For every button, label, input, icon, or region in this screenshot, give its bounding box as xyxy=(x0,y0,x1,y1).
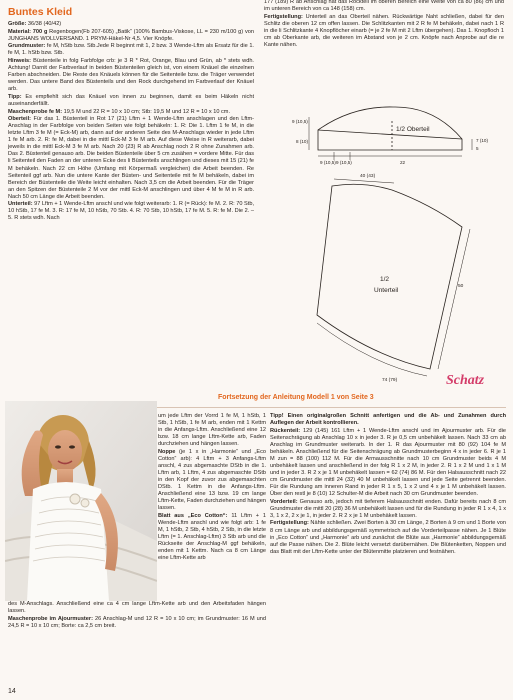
paragraph-heading: Tipp: xyxy=(8,93,22,100)
paragraph xyxy=(8,29,254,43)
bodice-dim-bottom-3: 22 xyxy=(400,160,406,165)
paragraph xyxy=(8,116,254,201)
paragraph-text: Unterteil an das Oberteil nähen. Rückwärtige Naht schließen, dabei für den Schlitz die oberen 12 cm offen lassen. Die Schlitzkanten mit 2 R fe M behäkeln, dabei nach 1 R in die li Schlitzkante 4 Knopflöcher einarb (= je 2 fe M mit 2 Lftm übergehen). Das 1. Knopfloch 1 cm ab Oberkante arb, die weiteren im Abstand von je 2 cm. Knöpfe nach Anprobe auf die re Kante nähen. xyxy=(264,13,504,48)
instructions-column-2 xyxy=(264,0,504,103)
page-number: 14 xyxy=(8,688,16,695)
paragraph-text: 129 (145) 161 Lftm + 1 Wende-Lftm anschl und im Ajourmuster arb. Für die Seitenschrägung ab Anschlag 10 x in jeder 3. R je 0,5 cm unbehäkelt lassen. Nach 33 cm ab Anschlag im Grundmuster weiterarb. In der 1. R das Ajourmuster mit 80 (92) 104 fe M behäkeln. Anschließend für die Seitenschrägung ab Grundmusterbeginn 4 x in jeder 6. R je 1 M zun = 88 (100) 112 M. Für die Armausschnitte nach 10 cm Grundmuster beids 4 M unbehäkelt lassen und anschließend in der folg R 1 x 2 M, in jeder 2. R 1 x 2 M und 1 x 1 M und in jeder 3. R 2 x je 1 M unbehäkelt lassen = 62 (74) 86 M. Für den Halsausschnitt nach 22 cm Grundmuster die mittl 24 (32) 40 M unbehäkelt lassen und jede Seite getrennt beenden. Für die Rundung am inneren Rand in jeder R 1 x 5, 1 x 2 und 4 x je 1 M unbehäkelt lassen. Über den restl je 8 (10) 12 Schulter-M die Arbeit nach 30 cm Grundmuster beenden. xyxy=(270,427,506,498)
paragraph-heading: Grundmuster: xyxy=(8,43,46,50)
paragraph xyxy=(8,21,254,28)
paragraph xyxy=(8,109,254,116)
page-title: Buntes Kleid xyxy=(8,6,73,18)
skirt-label-text: Unterteil xyxy=(374,287,399,294)
paragraph-text: um jede Lftm der Vorrd 1 fe M, 1 hStb, 1 Stb, 1 hStb, 1 fe M arb, enden mit 1 Kettm in die Anfangs-Lftm. Anschließend eine 12 bzw. 18 cm lange Lftm-Kette arb, Faden durchziehen und hängen lassen. xyxy=(158,413,266,448)
bodice-dim-left-2: 8 (10) xyxy=(296,139,309,144)
bodice-dim-bottom-1: 9 (10,5) xyxy=(320,160,336,165)
paragraph xyxy=(158,413,266,448)
paragraph-text: des M-Anschlags. Anschließend eine ca 4 cm lange Lftm-Kette arb und den Arbeitsfaden hängen lassen. xyxy=(8,601,266,615)
paragraph-heading: Material: 700 g xyxy=(8,28,48,35)
paragraph-heading: Tipp! Einen originalgroßen Schnitt anfertigen und die Ab- und Zunahmen durch Auflegen der Arbeit kontrollieren. xyxy=(270,413,506,427)
paragraph-text: 19,5 M und 22 R = 10 x 10 cm; Stb: 19,5 M und 12 R = 10 x 10 cm. xyxy=(62,108,230,115)
paragraph xyxy=(8,58,254,93)
paragraph-text: fe M, hStb bzw. Stb.Jede R beginnt mit 1, 2 bzw. 3 Wende-Lftm als Ersatz für die 1. fe M, 1. hStb bzw. Stb. xyxy=(8,43,254,57)
paragraph xyxy=(8,43,254,57)
paragraph-heading: Noppe xyxy=(158,448,176,455)
skirt-dim-bottom: 74 (79) xyxy=(382,378,398,383)
paragraph-heading: Fertigstellung: xyxy=(270,520,309,527)
paragraph-text: Regenbogen(Fb 207-605) „Batik“ (100% Bambus-Viskose, LL = 230 m/100 g) von JUNGHANS WOLLVERSAND. 1 PRYM-Häkel-Nr 4,5. Vier Knöpfe. xyxy=(8,28,254,42)
skirt-label: 1/2 xyxy=(380,276,390,283)
instructions-column-4 xyxy=(270,413,506,689)
paragraph-text: Es empfiehlt sich das Knäuel von innen zu beginnen, damit es beim Häkeln nicht auseinanderfällt. xyxy=(8,93,254,107)
skirt-dim-top: 40 (43) xyxy=(360,174,376,179)
bodice-label: 1/2 Oberteil xyxy=(396,126,430,133)
paragraph-text: Büstenteile in folg Farbfolge crb: je 3 R * Rot, Orange, Blau und Grün, ab * stets wdh. Achtung! Darnit der Farbverlauf in beiden Büstenteilen gleich ist, von einem Knäuel die einzelnen Farben abschneiden. Die Reste des Knäuels können für die Seitenteile bzw. die Träger verwendet werden. Das untere Band des Büstenteils und den Rock durchgehend im Farbverlauf der Knäuel arb. xyxy=(8,58,254,93)
paragraph-text: 97 Lftm + 1 Wende-Lftm anschl und wie folgt weiterarb: 1. R (= Rück): fe M. 2. R: 70 Stb, 10 hStb, 17 fe M. 3. R: 17 fe M, 10 hStb, 70 Stb. 4. R: 70 Stb, 10 hStb, 17 fe M. 5. R: fe M. Die 2. – 5. R stets wdh. Nach xyxy=(8,201,254,222)
paragraph-heading: Blatt aus „Eco Cotton“: xyxy=(158,512,228,519)
paragraph-text: Nähte schließen. Zwei Borten à 30 cm Länge, 2 Borten à 9 cm und 1 Borte von 8 cm Länge arb und abbildungsgemäß symmetrisch auf die Vorderteilpasse nähen. Je 1 Blüte in „Eco Cotton“ und „Harmonie“ arb und zunächst die Blüte aus „Harmonie“ abbildungsgemäß auf die Passe nähen. Die 2. Blüte leicht versetzt darübernähen. Die Blütenketten, Noppen und das Blatt mit der Lftm-Kette unter der Blütenmitte platzieren und festnähen. xyxy=(270,520,506,555)
paragraph-heading: Fertigstellung: xyxy=(264,13,303,20)
bodice-diagram xyxy=(309,107,472,160)
paragraph-text: 26 Anschlag-M und 12 R = 10 x 10 cm; im Grundmuster: 16 M und 24,5 R = 10 x 10 cm; Borte: ca 2,5 cm breit. xyxy=(8,615,266,629)
bodice-dim-left-1: 9 (10,5) xyxy=(292,119,308,124)
paragraph xyxy=(270,428,506,498)
paragraph-heading: Unterteil: xyxy=(8,201,33,208)
paragraph-heading: Hinweis: xyxy=(8,58,32,65)
paragraph-heading: Vorderteil: xyxy=(270,498,298,505)
paragraph xyxy=(8,601,266,615)
instructions-column-3b xyxy=(8,601,266,687)
instructions-column-1 xyxy=(8,21,254,376)
continuation-heading: Fortsetzung der Anleitung Modell 1 von Seite 3 xyxy=(218,394,374,401)
pattern-diagrams xyxy=(262,103,508,383)
paragraph-text: 177 (189) R ab Anschlag hat das Rockteil im oberen Bereich eine Weite von ca 80 (86) cm und im unteren Bereich von ca 148 (158) cm. xyxy=(264,0,504,13)
pattern-diagram-svg xyxy=(262,103,508,383)
paragraph xyxy=(264,14,504,49)
paragraph xyxy=(8,201,254,222)
paragraph-heading: Maschenprobe fe M: xyxy=(8,108,63,115)
skirt-diagram xyxy=(317,179,470,376)
instructions-column-3 xyxy=(158,413,266,601)
section-divider xyxy=(140,407,506,408)
paragraph-text: 36/38 (40/42) xyxy=(26,21,62,27)
paragraph-text: (je 1 x in „Harmonie“ und „Eco Cotton“ arb): 4 Lftm + 3 Anfangs-Lftm anschl, 4 zus abgemaschte DStb in die 1. Lftm arb, 1 Lftm, 4 zus abgemaschte DStb in den Kopf der zuvor zus abgemaschten DStb. 1 Kettm in die Anfangs-Lftm. Anschließend eine 13 bzw. 19 cm lange Lftm-Kette, Faden durchziehen und hängen lassen. xyxy=(158,448,266,512)
bodice-dim-right-2: 5 xyxy=(476,146,479,151)
bodice-dim-bottom-2: 9 (10,5) xyxy=(336,160,352,165)
paragraph-text: Genauso arb, jedoch mit tieferem Halsausschnitt enden. Dafür bereits nach 8 cm Grundmuster die mittl 20 (28) 36 M unbehäkelt lassen und für die Rundung in jeder R 1 x 4, 1 x 3, 1 x 2, 2 x je 1, in jeder 2. R 2 x je 1 M unbehäkelt lassen. xyxy=(270,498,506,519)
paragraph xyxy=(158,449,266,512)
paragraph xyxy=(270,499,506,520)
paragraph-text: 11 Lftm + 1 Wende-Lftm anschl und wie folgt arb: 1 fe M, 1 hStb, 2 Stb, 4 hStb, 2 Stb, in die letzte Lftm (= 1. Anschlag-Lftm) 3 Stb arb und die Rückseite der Anschlag-M ggf behäkeln, enden mit 1 Kettm. Nach ca 8 cm Länge eine Lftm-Kette arb xyxy=(158,512,266,562)
model-photo xyxy=(5,401,157,601)
bodice-dim-right: 7 (10) xyxy=(476,138,489,143)
skirt-dim-side: 50 xyxy=(458,284,464,289)
paragraph xyxy=(264,0,504,13)
paragraph-heading: Oberteil: xyxy=(8,116,32,123)
paragraph xyxy=(8,94,254,108)
paragraph xyxy=(8,616,266,630)
paragraph-text: Für das 1. Büstenteil in Rot 17 (21) Lftm + 1 Wende-Lftm anschlagen und den Lftm-Anschlag in der Farbfolge von beiden Seiten wie folgt behäkeln: 1. R: Die 1. Lftm 1 fe M, in die letzte Lftm 3 fe M (= Eck-M) arb, dann auf der anderen Seite des M-Anschlags wieder in jede Lftm 1 fe M arb. 2. R: fe M, dabei in die mittl Eck-M 3 fe M arb. Auf diese Weise in R weiterarb, dabei jeweils in die mittl Eck-M 3 fe M arb. Nach 20 (23) R ab Anschlag noch 2 R ohne Zunahmen arb. Das 2. Büstenteil genauso arb. Die beiden Büstenteile über 5 cm zusähen = vordere Mitte. Für das li Seitenteil den Faden an der unteren Ecke des li Büstenteils anschlingen und dieses mit 15 (21) fe M behäkeln. Nach 22 cm Höhe (Umfang mit Körpermaß vergleichen) die Arbeit beenden. Re Seitenteil ggf arb. Nun die untere Kante der Büsten- und Seitenteile mit fe M behäkeln, dabei im Bereich der Büstenteile die Weite leicht einhalten. Nach 3,5 cm die Arbeit beenden. Für die Träger an den Spitzen der Büstenteile 2 M vor der mittl Eck-M anschlingen und über 4 M fe M in R arb. Nach 50 cm Länge die Arbeit beenden. xyxy=(8,116,254,200)
paragraph xyxy=(270,520,506,555)
paragraph-heading: Maschenprobe im Ajourmuster: xyxy=(8,615,93,622)
paragraph xyxy=(158,513,266,562)
paragraph-heading: Rückenteil: xyxy=(270,427,301,434)
paragraph xyxy=(270,413,506,427)
brand-logo-text: Schatz xyxy=(446,373,485,388)
paragraph-heading: Größe: xyxy=(8,21,27,27)
